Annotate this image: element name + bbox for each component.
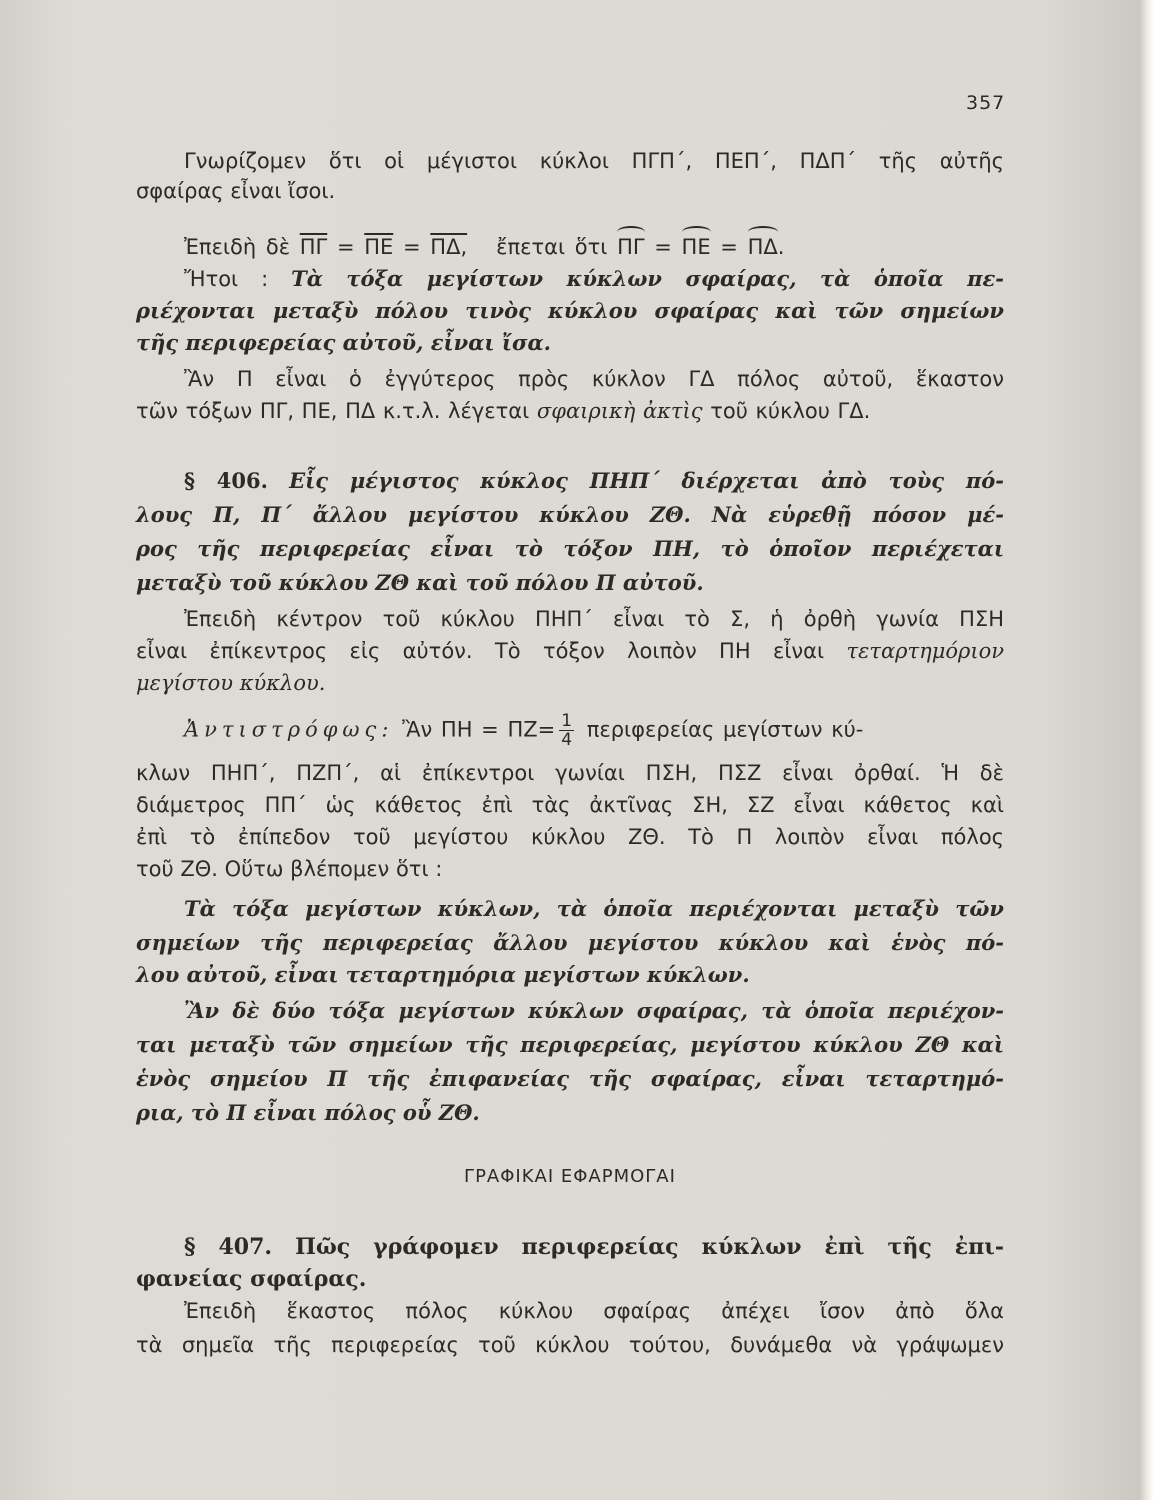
p7-line-3: λου αὐτοῦ, εἶναι τεταρτημόρια μεγίστων κύκλων. <box>136 962 750 987</box>
p1-line-1: Γνωρίζομεν ὅτι οἱ μέγιστοι κύκλοι ΠΓΠ΄, ΠΕΠ΄, ΠΔΠ΄ τῆς αὐτῆς <box>184 149 1004 173</box>
p2-mid: ἔπεται ὅτι <box>496 235 608 259</box>
s407-line-2: φανείας σφαίρας. <box>136 1266 367 1292</box>
arc-pe: ΠΕ <box>682 232 711 262</box>
p6-line-4: ἐπὶ τὸ ἐπίπεδον τοῦ μεγίστου κύκλου ΖΘ. Τὸ Π λοιπὸν εἶναι πόλος <box>136 825 1004 849</box>
p3-lead: Ἤτοι : <box>184 267 269 291</box>
segment-pg: $\overline{\Pi\Gamma}$ <box>299 235 328 259</box>
p5-line-2-a: εἶναι ἐπίκεντρος εἰς αὐτόν. Τὸ τόξον λοιπὸν ΠΗ εἶναι <box>136 639 825 663</box>
p4-line-2-a: τῶν τόξων ΠΓ, ΠΕ, ΠΔ κ.τ.λ. λέγεται <box>136 399 530 423</box>
p6-line-5: τοῦ ΖΘ. Οὕτω βλέπομεν ὅτι : <box>136 857 443 881</box>
term-quadrant: τεταρτημόριον <box>846 639 1004 663</box>
page-edge <box>1140 0 1154 1500</box>
s407-line-1: § 407. Πῶς γράφομεν περιφερείας κύκλων ἐπὶ τῆς ἐπι- <box>184 1234 1004 1260</box>
p5-line-2 <box>136 636 1004 666</box>
p7-line-2: σημείων τῆς περιφερείας ἄλλου μεγίστου κύκλου καὶ ἑνὸς πό- <box>136 930 1004 955</box>
p8-line-4: ρια, τὸ Π εἶναι πόλος οὗ ΖΘ. <box>136 1100 480 1125</box>
p3-line-1 <box>184 264 1004 294</box>
p3-line-3: τῆς περιφερείας αὐτοῦ, εἶναι ἴσα. <box>136 330 551 355</box>
converse-label: Ἀντιστρόφως: <box>184 717 394 742</box>
arc-pg: ΠΓ <box>617 232 645 262</box>
p6-line-2: κλων ΠΗΠ΄, ΠΖΠ΄, αἱ ἐπίκεντροι γωνίαι ΠΣΗ, ΠΣΖ εἶναι ὀρθαί. Ἡ δὲ <box>136 761 1004 785</box>
p8-line-3: ἑνὸς σημείου Π τῆς ἐπιφανείας τῆς σφαίρας, εἶναι τεταρτημό- <box>136 1066 1004 1091</box>
p9-line-2: τὰ σημεῖα τῆς περιφερείας τοῦ κύκλου τούτου, δυνάμεθα νὰ γράψωμεν <box>136 1333 1004 1357</box>
p8-line-1: Ἂν δὲ δύο τόξα μεγίστων κύκλων σφαίρας, τὰ ὁποῖα περιέχον- <box>184 998 1004 1023</box>
p2-end: . <box>777 235 785 259</box>
p3-line-2: ριέχονται μεταξὺ πόλου τινὸς κύκλου σφαίρας καὶ τῶν σημείων <box>136 298 1004 323</box>
equals-sign: = <box>402 235 421 259</box>
p7-line-1: Τὰ τόξα μεγίστων κύκλων, τὰ ὁποῖα περιέχονται μεταξὺ τῶν <box>184 896 1004 921</box>
p5-line-3: μεγίστου κύκλου. <box>136 671 326 695</box>
p4-line-2-c: τοῦ κύκλου ΓΔ. <box>710 399 871 423</box>
p4-line-1: Ἂν Π εἶναι ὁ ἐγγύτερος πρὸς κύκλον ΓΔ πόλος αὐτοῦ, ἕκαστον <box>184 367 1004 391</box>
s406-line-4: μεταξὺ τοῦ κύκλου ΖΘ καὶ τοῦ πόλου Π αὐτοῦ. <box>136 570 704 595</box>
p8-line-2: ται μεταξὺ τῶν σημείων τῆς περιφερείας, μεγίστου κύκλου ΖΘ καὶ <box>136 1032 1004 1057</box>
equals-sign: = <box>336 235 355 259</box>
term-spherical-radius: σφαιρικὴ ἀκτὶς <box>536 399 703 423</box>
p5-line-1: Ἐπειδὴ κέντρον τοῦ κύκλου ΠΗΠ΄ εἶναι τὸ Σ, ἡ ὀρθὴ γωνία ΠΣΗ <box>184 607 1004 631</box>
page-number: 357 <box>966 92 1006 114</box>
p2-equation-line <box>184 232 1004 262</box>
p6-line-1-end: περιφερείας μεγίστων κύ- <box>586 717 864 742</box>
fraction-one-quarter <box>559 712 574 749</box>
p9-line-1: Ἐπειδὴ ἕκαστος πόλος κύκλου σφαίρας ἀπέχει ἴσον ἀπὸ ὅλα <box>184 1299 1004 1323</box>
equals-sign: = <box>720 235 738 259</box>
theorem-text: Τὰ τόξα μεγίστων κύκλων σφαίρας, τὰ ὁποῖα πε- <box>291 266 1004 291</box>
segment-pe: $\overline{\Pi E}$ <box>364 235 394 259</box>
p2-start: Ἐπειδὴ δὲ <box>184 235 291 259</box>
s406-problem-text: Εἷς μέγιστος κύκλος ΠΗΠ΄ διέρχεται ἀπὸ τοὺς πό- <box>289 468 1004 493</box>
segment-pd: ΠΔ, <box>430 235 468 259</box>
arc-pd: ΠΔ <box>748 232 778 262</box>
s406-line-1 <box>184 466 1004 496</box>
p6-line-1 <box>184 712 1004 749</box>
s406-line-2: λους Π, Π΄ ἄλλου μεγίστου κύκλου ΖΘ. Νὰ εὑρεθῇ πόσον μέ- <box>136 502 1004 527</box>
fraction-denominator: 4 <box>561 730 573 750</box>
fraction-numerator: 1 <box>561 711 573 731</box>
p6-line-3: διάμετρος ΠΠ΄ ὡς κάθετος ἐπὶ τὰς ἀκτῖνας ΣΗ, ΣΖ εἶναι κάθετος καὶ <box>136 793 1004 817</box>
p1-line-2: σφαίρας εἶναι ἴσοι. <box>136 179 336 203</box>
s406-line-3: ρος τῆς περιφερείας εἶναι τὸ τόξον ΠΗ, τὸ ὁποῖον περιέχεται <box>136 536 1004 561</box>
section-heading: ΓΡΑΦΙΚΑΙ ΕΦΑΡΜΟΓΑΙ <box>464 1166 676 1187</box>
section-number-406: § 406. <box>184 468 268 493</box>
equals-sign: = <box>654 235 672 259</box>
p6-condition: Ἂν ΠΗ = ΠΖ= <box>402 717 556 742</box>
p4-line-2 <box>136 396 1004 426</box>
